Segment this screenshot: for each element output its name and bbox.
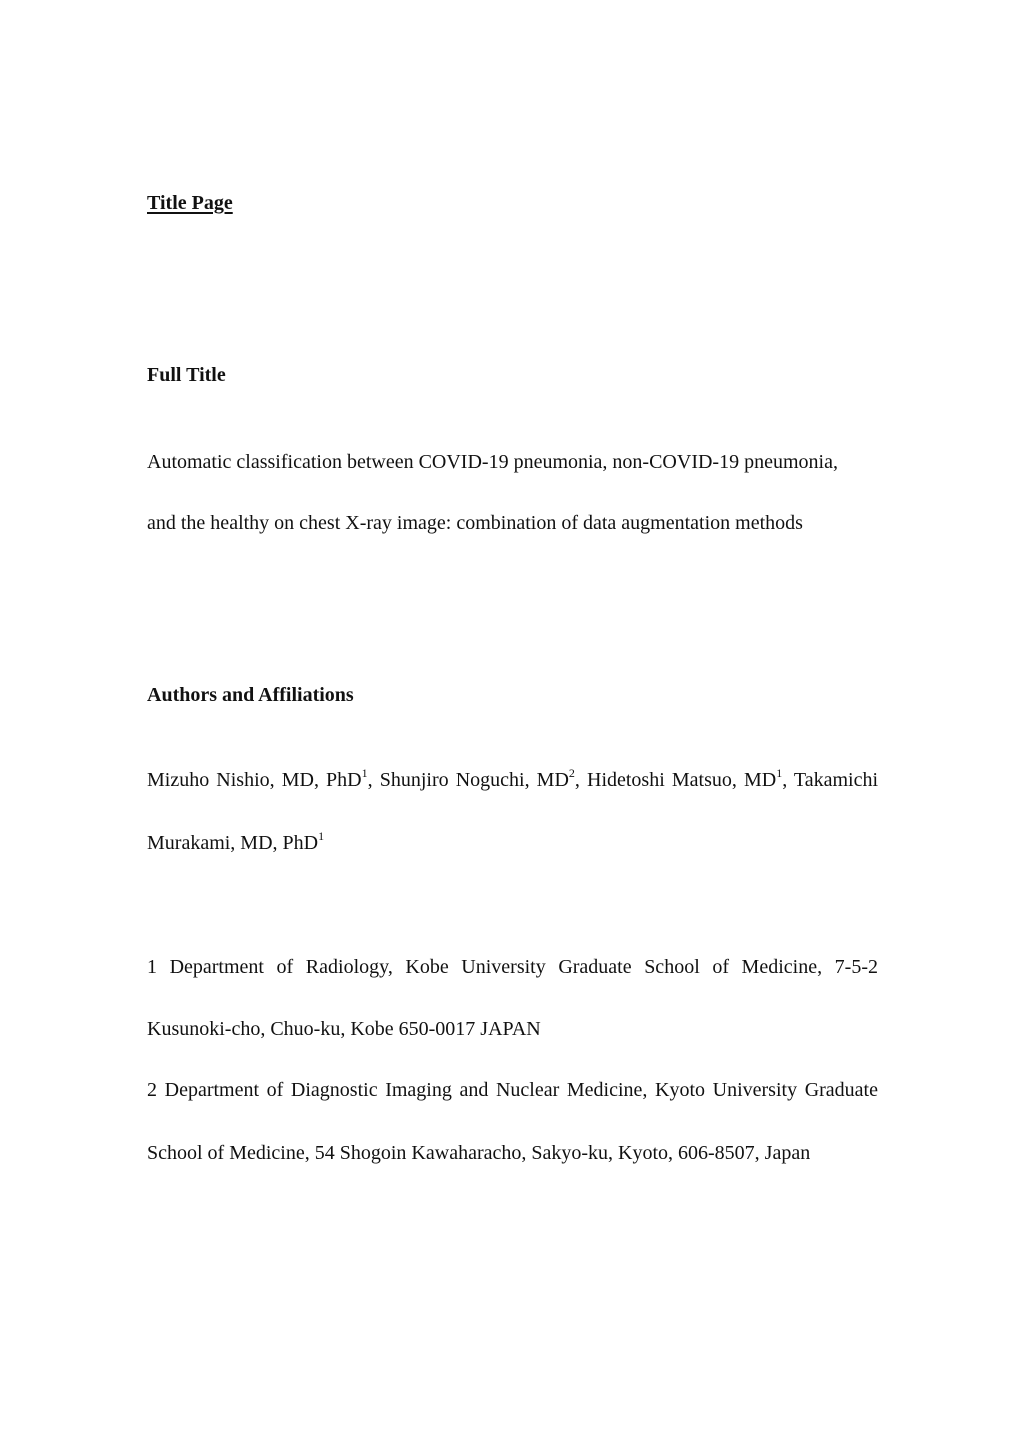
affiliation-2-line-2: School of Medicine, 54 Shogoin Kawaharacho, Sakyo-ku, Kyoto, 606-8507, Japan <box>147 1142 811 1164</box>
full-title-line-1: Automatic classification between COVID-19 pneumonia, non-COVID-19 pneumonia, <box>147 451 838 473</box>
title-page-heading: Title Page <box>147 192 233 214</box>
authors-affiliations-heading: Authors and Affiliations <box>147 684 354 706</box>
author-name: Mizuho Nishio, MD, PhD <box>147 769 362 791</box>
author-affiliation-marker: 1 <box>776 766 783 781</box>
author-separator: , <box>574 769 587 791</box>
author-affiliation-marker: 1 <box>318 829 325 844</box>
author-name: Takamichi <box>793 769 879 791</box>
author-separator: , <box>367 769 380 791</box>
author-name: Hidetoshi Matsuo, MD <box>587 769 777 791</box>
full-title-line-2: and the healthy on chest X-ray image: combination of data augmentation methods <box>147 512 803 534</box>
author-name: Shunjiro Noguchi, MD <box>379 769 569 791</box>
author-separator: , <box>782 769 794 791</box>
affiliation-1-line-2: Kusunoki-cho, Chuo-ku, Kobe 650-0017 JAPAN <box>147 1018 541 1040</box>
author-affiliation-marker: 2 <box>568 766 575 781</box>
author-name-continued: Murakami, MD, PhD <box>147 832 319 854</box>
full-title-heading: Full Title <box>147 364 226 386</box>
authors-line-1 <box>147 768 878 792</box>
affiliation-2-line-1: 2 Department of Diagnostic Imaging and Nuclear Medicine, Kyoto University Graduate <box>147 1079 878 1101</box>
affiliation-1-line-1: 1 Department of Radiology, Kobe University Graduate School of Medicine, 7-5-2 <box>147 956 878 978</box>
author-affiliation-marker: 1 <box>361 766 368 781</box>
authors-line-2 <box>147 831 324 855</box>
